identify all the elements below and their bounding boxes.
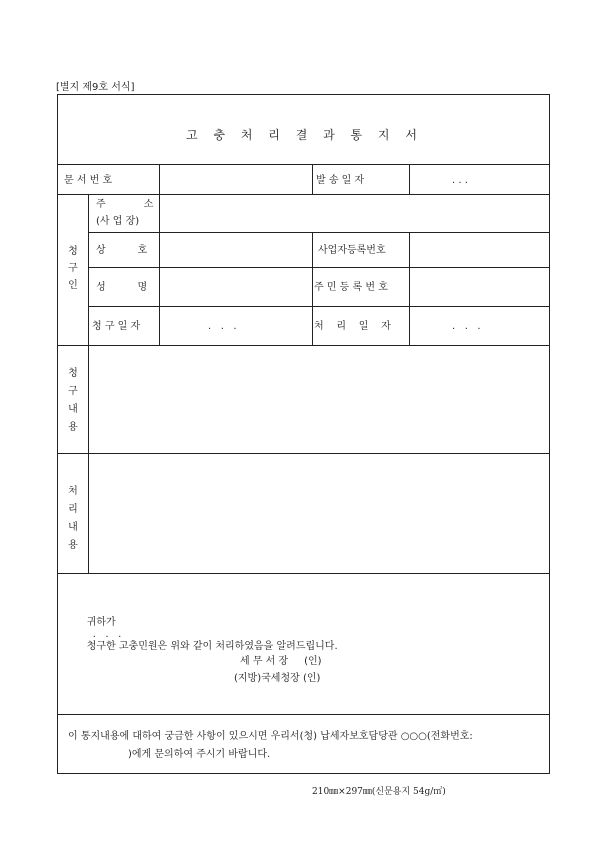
workplace-label: (사 업 장) (96, 216, 140, 227)
divider (58, 714, 549, 715)
notice-prefix: 귀하가 (86, 617, 116, 628)
requester-label: 청 구 인 (68, 246, 78, 291)
process-content-label: 처 리 내 용 (68, 486, 78, 551)
divider (88, 194, 89, 573)
doc-number-label: 문 서 번 호 (64, 175, 113, 186)
name-label: 성 명 (96, 282, 148, 293)
inquiry-line-2: )에게 문의하여 주시기 바랍니다. (128, 749, 271, 760)
divider (159, 164, 160, 345)
resident-number-label: 주 민 등 록 번 호 (314, 282, 388, 293)
process-date-label: 처 리 일 자 (314, 321, 391, 332)
inquiry-line-1: 이 통지내용에 대하여 궁금한 사항이 있으시면 우리서(청) 납세자보호담당관 ○○○(전화번호: (68, 731, 473, 742)
divider (88, 232, 549, 233)
divider (409, 164, 410, 194)
notice-form (57, 94, 550, 774)
send-date-label: 발 송 일 자 (316, 175, 365, 186)
request-date-value: . . . (208, 321, 237, 332)
divider (58, 453, 549, 454)
form-number-label: [별지 제9호 서식] (56, 82, 135, 93)
notice-rest: 청구한 고충민원은 위와 같이 처리하였음을 알려드립니다. (86, 641, 338, 652)
trade-name-label: 상 호 (96, 245, 148, 256)
process-date-value: . . . (452, 321, 481, 332)
notice-date: . . . (92, 629, 122, 640)
divider (409, 232, 410, 345)
request-date-label: 청 구 일 자 (92, 321, 141, 332)
address-label: 주 소 (96, 199, 154, 210)
divider (88, 306, 549, 307)
divider (58, 164, 549, 165)
divider (58, 194, 549, 195)
divider (58, 573, 549, 574)
divider (312, 232, 313, 345)
form-title: 고 충 처 리 결 과 통 지 서 (186, 128, 423, 142)
signer-regional-office: (지방)국세청장 (인) (234, 673, 321, 684)
divider (312, 164, 313, 194)
paper-spec-footer: 210㎜×297㎜(신문용지 54g/㎡) (312, 787, 446, 797)
divider (88, 267, 549, 268)
biz-reg-number-label: 사업자등록번호 (318, 245, 386, 256)
divider (58, 345, 549, 346)
request-content-label: 청 구 내 용 (68, 368, 78, 433)
signer-tax-office: 세 무 서 장 (인) (240, 656, 322, 667)
send-date-value: . . . (452, 175, 468, 186)
